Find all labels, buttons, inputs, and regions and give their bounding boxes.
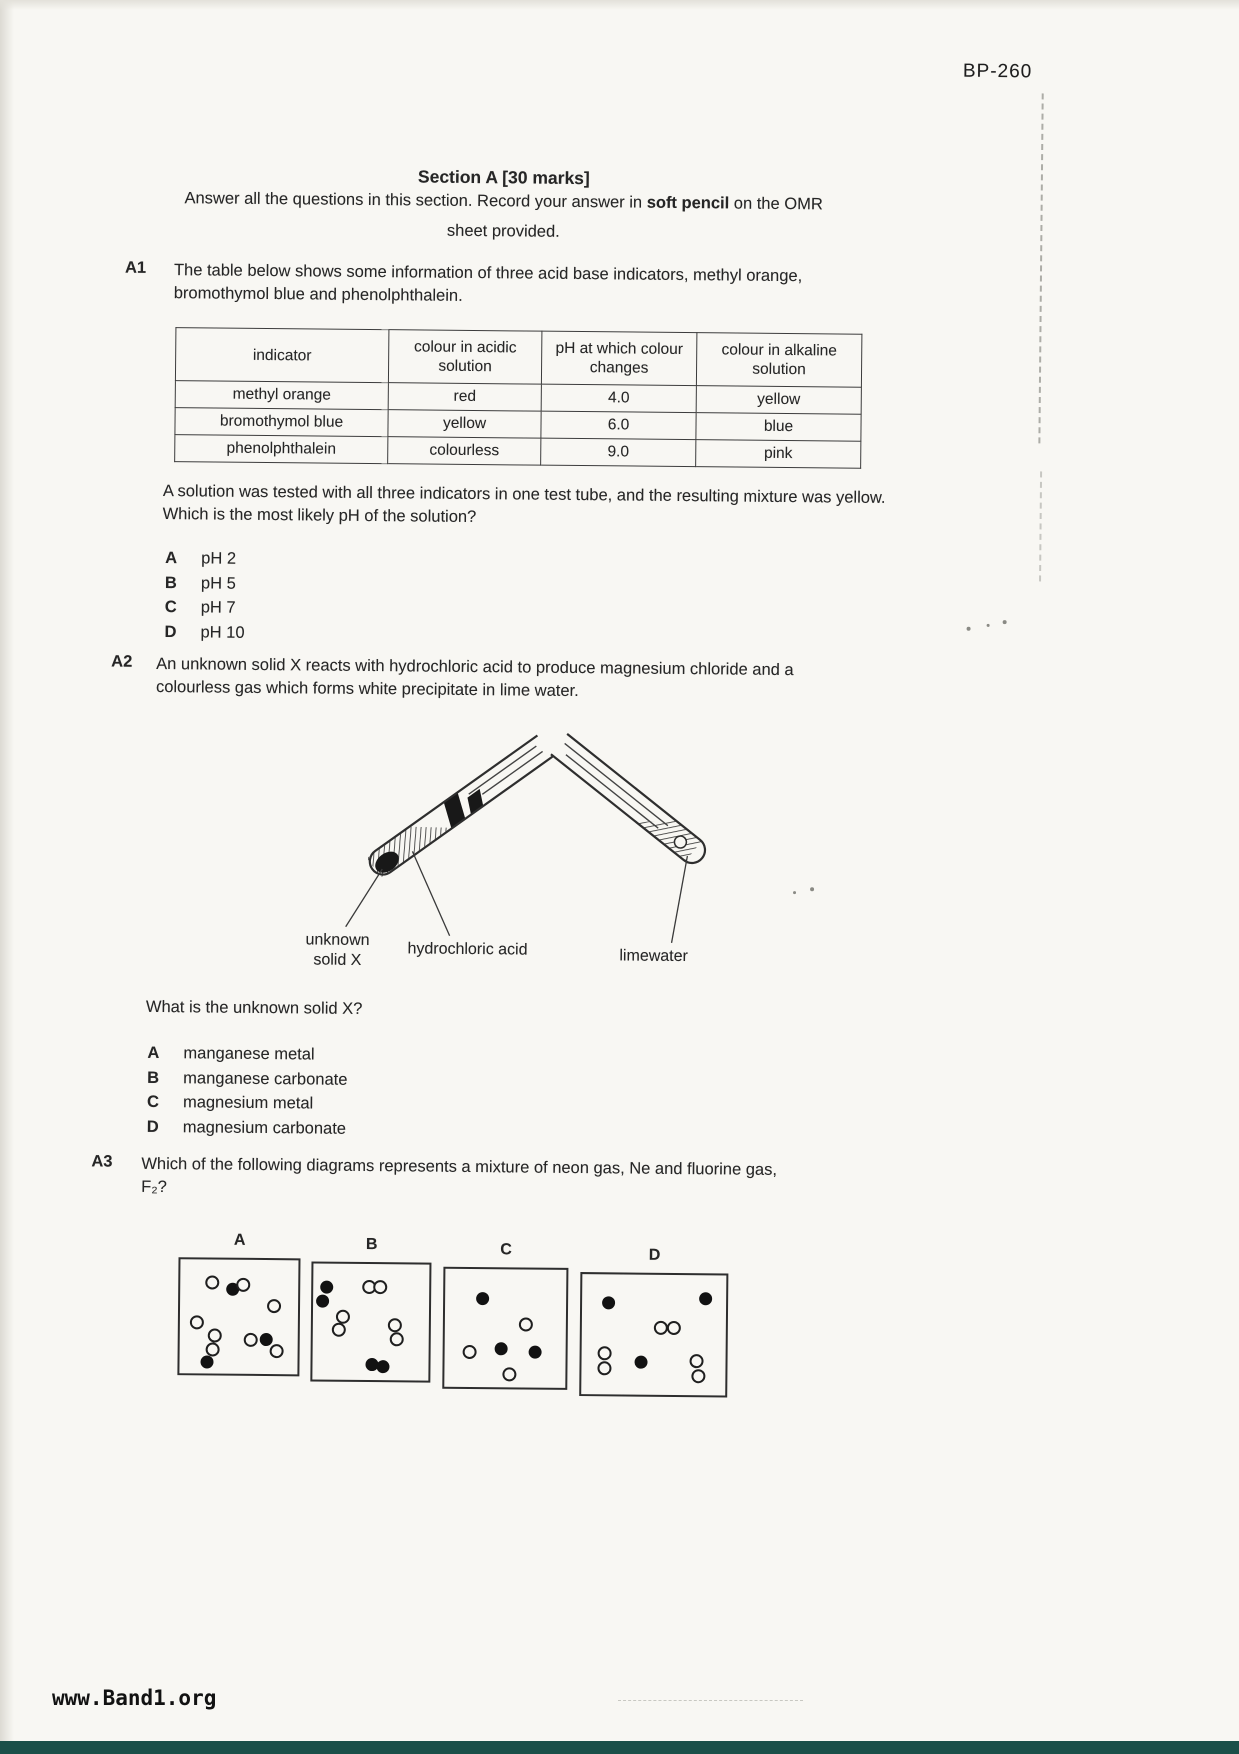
scan-artifact-dashed-line [1038,93,1043,443]
particle-diagram-D [579,1246,728,1397]
q1-number: A1 [124,258,147,277]
option-text: pH 7 [200,598,236,617]
scan-artifact-dashed-rule [618,1700,803,1701]
particle-box-D [579,1272,728,1397]
q1-question: A solution was tested with all three indicators in one test tube, and the resulting mixture was yellow. Which is the most likely pH of the solution? [162,482,886,527]
option-B [165,571,245,596]
table-header-cell: pH at which colour changes [541,331,697,385]
option-letter: C [164,598,177,617]
q3-number: A3 [91,1152,113,1171]
table-cell: yellow [388,410,541,438]
scan-artifact-speck [967,627,971,631]
filled-atom [201,1355,214,1368]
open-atom [598,1346,612,1360]
option-C [165,595,245,620]
table-cell: red [388,383,541,411]
open-atom [667,1321,681,1335]
table-cell: pink [696,440,861,469]
option-text: manganese metal [183,1044,315,1064]
filled-atom [316,1295,329,1308]
diagram-label-A: A [233,1231,246,1249]
table-cell: 9.0 [541,438,696,466]
option-B [147,1065,347,1092]
option-D [164,620,244,645]
label-unknown-solid-x: unknown solid X [305,931,370,969]
option-text: pH 2 [201,549,237,568]
particle-box-C [442,1267,568,1390]
open-atom [331,1323,345,1337]
filled-atom [699,1292,712,1305]
table-header-cell: colour in acidic solution [388,330,542,384]
limewater-tube [551,734,710,868]
option-letter: C [146,1093,160,1112]
table-header-cell: colour in alkaline solution [696,333,862,388]
label-hydrochloric-acid: hydrochloric acid [407,940,528,959]
indicator-table [174,327,862,469]
scan-artifact-dashed-line [1039,471,1042,581]
option-A [147,1041,347,1068]
table-cell: methyl orange [175,381,388,410]
filled-atom [602,1296,615,1309]
q3-question [141,1153,903,1206]
table-cell: yellow [696,386,861,415]
filled-atom [476,1292,489,1305]
open-atom [267,1299,281,1313]
option-text: manganese carbonate [183,1068,348,1089]
table-header-cell: indicator [175,328,388,383]
label-limewater: limewater [619,947,688,966]
filled-atom [494,1342,507,1355]
q2-question: What is the unknown solid X? [145,997,363,1018]
option-letter: A [165,549,178,568]
table-cell: 6.0 [541,411,696,439]
instruction-text: Answer all the questions in this section. Record your answer in [184,189,647,212]
q2-intro: An unknown solid X reacts with hydrochloric acid to produce magnesium chloride and a colourless gas which forms white precipitate in lime water. [155,654,794,701]
delivery-tube [560,743,668,832]
particle-diagram-B [310,1235,431,1382]
open-atom [654,1321,668,1335]
open-atom [373,1280,387,1294]
section-instruction [104,188,904,215]
reaction-tube [365,735,553,879]
q2-number: A2 [111,652,133,671]
option-text: magnesium carbonate [182,1118,347,1138]
particle-diagram-C [442,1241,568,1390]
open-atom [388,1319,402,1333]
q1-options [164,546,245,645]
particle-diagram-A [177,1231,300,1376]
option-letter: A [147,1043,160,1062]
option-letter: D [164,622,177,641]
table-cell: bromothymol blue [175,408,388,437]
open-atom [243,1333,257,1347]
filled-atom [635,1355,648,1368]
open-atom [690,1354,704,1368]
particle-box-B [310,1261,431,1382]
scan-artifact-speck [793,891,796,894]
watermark: www.Band1.org [52,1686,217,1710]
open-atom [519,1318,533,1332]
filled-atom [376,1360,389,1373]
bung [436,792,472,828]
option-C [147,1090,347,1117]
table-header-row [175,328,861,388]
option-text: pH 10 [200,623,245,642]
open-atom [503,1367,517,1381]
option-letter: D [146,1117,159,1136]
open-atom [691,1369,705,1383]
option-text: pH 5 [200,573,236,593]
option-letter: B [147,1068,160,1087]
apparatus-diagram [309,720,741,956]
option-A [165,546,245,571]
particle-box-A [177,1257,300,1376]
scan-artifact-speck [810,887,814,891]
open-atom [269,1344,283,1358]
open-atom [389,1333,403,1347]
diagram-label-D: D [648,1246,661,1264]
filled-atom [528,1345,541,1358]
option-letter: B [164,573,177,592]
open-atom [463,1345,477,1359]
instruction-text: on the OMR [729,194,823,214]
open-atom [205,1275,219,1289]
filled-atom [260,1333,273,1346]
table-cell: 4.0 [541,384,696,412]
table-cell: colourless [388,437,541,465]
section-title: Section A [30 marks] [417,166,590,189]
q3-question-line2: F₂? [141,1177,167,1197]
table-cell: blue [696,413,861,442]
q3-question-line1: Which of the following diagrams represents a mixture of neon gas, Ne and fluorine gas, [141,1154,778,1179]
table-row [175,435,861,469]
table-cell: phenolphthalein [175,435,388,464]
q2-options [147,1041,348,1141]
option-text: magnesium metal [182,1093,314,1113]
open-atom [597,1361,611,1375]
diagram-label-B: B [365,1235,378,1254]
section-instruction-line2: sheet provided. [446,221,560,241]
open-atom [208,1329,222,1343]
scan-artifact-speck [987,624,990,627]
instruction-bold-text: soft pencil [646,193,730,213]
bottom-bar [0,1741,1239,1754]
scan-artifact-speck [1003,620,1007,624]
q1-intro: The table below shows some information of three acid base indicators, methyl orange, bromothymol blue and phenolphthalein. [173,261,803,305]
open-atom [236,1278,250,1292]
diagram-label-C: C [500,1241,512,1259]
filled-atom [320,1281,333,1294]
doc-code: BP-260 [962,60,1033,83]
option-D [147,1115,347,1142]
open-atom [189,1315,203,1329]
